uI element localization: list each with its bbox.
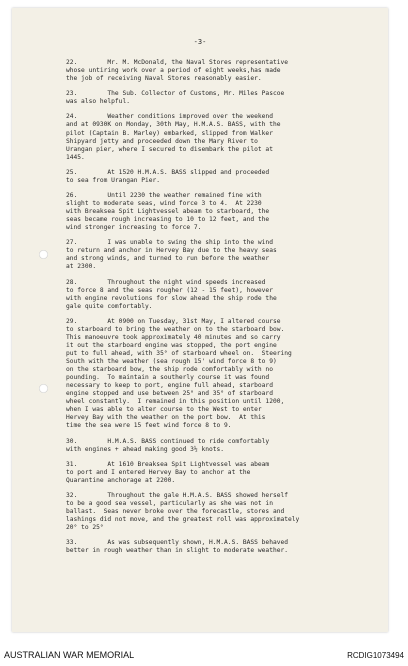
text-line: it out the starboard engine was stopped, the port engine [66,342,277,350]
text-line: 25. At 1520 H.M.A.S. BASS slipped and proceeded [66,168,270,176]
paragraph [66,239,366,271]
text-line: 33. As was subsequently shown, H.M.A.S. BASS behaved [66,539,289,547]
paragraph [66,438,366,454]
paragraph [66,192,366,232]
text-line: whose untiring work over a period of eight weeks,has made [66,67,281,75]
paragraph [66,113,366,161]
text-line: was also helpful. [66,98,130,106]
page-number: -3- [193,38,207,46]
text-line: seas became rough increasing to 10 to 12 feet, and the [66,216,270,224]
institution-name: AUSTRALIAN WAR MEMORIAL [4,650,135,660]
text-line: 27. I was unable to swing the ship into the wind [66,239,273,247]
paragraph [66,169,366,185]
text-line: 30. H.M.A.S. BASS continued to ride comfortably [66,437,270,445]
text-line: to force 8 and the seas rougher (12 - 15 feet), however [66,286,273,294]
paragraph [66,539,366,555]
text-line: South with the weather (sea rough 15' wind force 8 to 9) [66,358,277,366]
text-line: Hervey Bay with the weather on the port bow. At this [66,414,266,422]
text-line: wheel constantly. I remained in this position until 1200, [66,398,285,406]
text-line: with engines + ahead making good 3½ knots. [66,445,225,453]
text-line: necessary to keep to port, engine full ahead, starboard [66,382,273,390]
paragraph [66,461,366,485]
text-line: and strong winds, and turned to run before the weather [66,255,270,263]
text-line: gale quite comfortably. [66,302,153,310]
text-line: Urangan pier, where I secured to disembark the pilot at [66,145,273,153]
text-line: to starboard to bring the weather on to the starboard bow. [66,325,285,333]
text-line: 23. The Sub. Collector of Customs, Mr. Miles Pascoe [66,90,285,98]
text-line: and at 0930K on Monday, 30th May, H.M.A.S. BASS, with the [66,121,281,129]
paragraph [66,492,366,532]
text-line: wind stronger increasing to force 7. [66,224,202,232]
document-body [66,59,366,563]
text-line: Quarantine anchorage at 2200. [66,476,176,484]
text-line: the job of receiving Naval Stores reasonably easier. [66,75,262,83]
text-line: pilot (Captain B. Marley) embarked, slipped from Walker [66,129,273,137]
text-line: pounding. To maintain a southerly course it was found [66,374,270,382]
text-line: engine stopped and use between 25° and 35° of starboard [66,390,273,398]
text-line: 22. Mr. M. McDonald, the Naval Stores representative [66,59,289,66]
text-line: slight to moderate seas, wind force 3 to 4. At 2230 [66,200,262,208]
text-line: 26. Until 2230 the weather remained fine with [66,191,262,199]
text-line: This manoeuvre took approximately 40 minutes and so carry [66,333,281,341]
text-line: 24. Weather conditions improved over the weekend [66,113,273,121]
text-line: 1445. [66,153,85,161]
text-line: to return and anchor in Hervey Bay due to the heavy seas [66,247,277,255]
text-line: time the sea were 15 feet wind force 8 to 9. [66,422,232,430]
text-line: lashings did not move, and the greatest roll was approximately [66,516,300,524]
text-line: 31. At 1610 Breaksea Spit Lightvessel was abeam [66,460,270,468]
paragraph [66,318,366,431]
text-line: with Breaksea Spit Lightvessel abeam to starboard, the [66,208,270,216]
text-line: with engine revolutions for slow ahead the ship rode the [66,294,277,302]
punch-hole [39,250,48,259]
text-line: put to full ahead, with 35° of starboard wheel on. Steering [66,350,292,358]
text-line: ballast. Seas never broke over the forecastle, stores and [66,508,285,516]
text-line: better in rough weather than in slight to moderate weather. [66,547,289,555]
text-line: to port and I entered Hervey Bay to anchor at the [66,468,251,476]
text-line: when I was able to alter course to the West to enter [66,406,262,414]
text-line: to sea from Urangan Pier. [66,176,161,184]
text-line: on the starboard bow, the ship rode comfortably with no [66,366,273,374]
text-line: at 2300. [66,263,97,271]
text-line: 32. Throughout the gale H.M.A.S. BASS showed herself [66,492,289,500]
text-line: 28. Throughout the night wind speeds increased [66,278,266,286]
paragraph [66,90,366,106]
punch-hole [39,384,48,393]
record-id: RCDIG1073494 [347,651,404,660]
paragraph [66,279,366,311]
text-line: Shipyard jetty and proceeded down the Mary River to [66,137,258,145]
text-line: 20° to 25° [66,524,104,532]
paragraph [66,59,366,83]
text-line: 29. At 0900 on Tuesday, 31st May, I altered course [66,317,281,325]
text-line: to be a good sea vessel, particularly as she was not in [66,500,273,508]
